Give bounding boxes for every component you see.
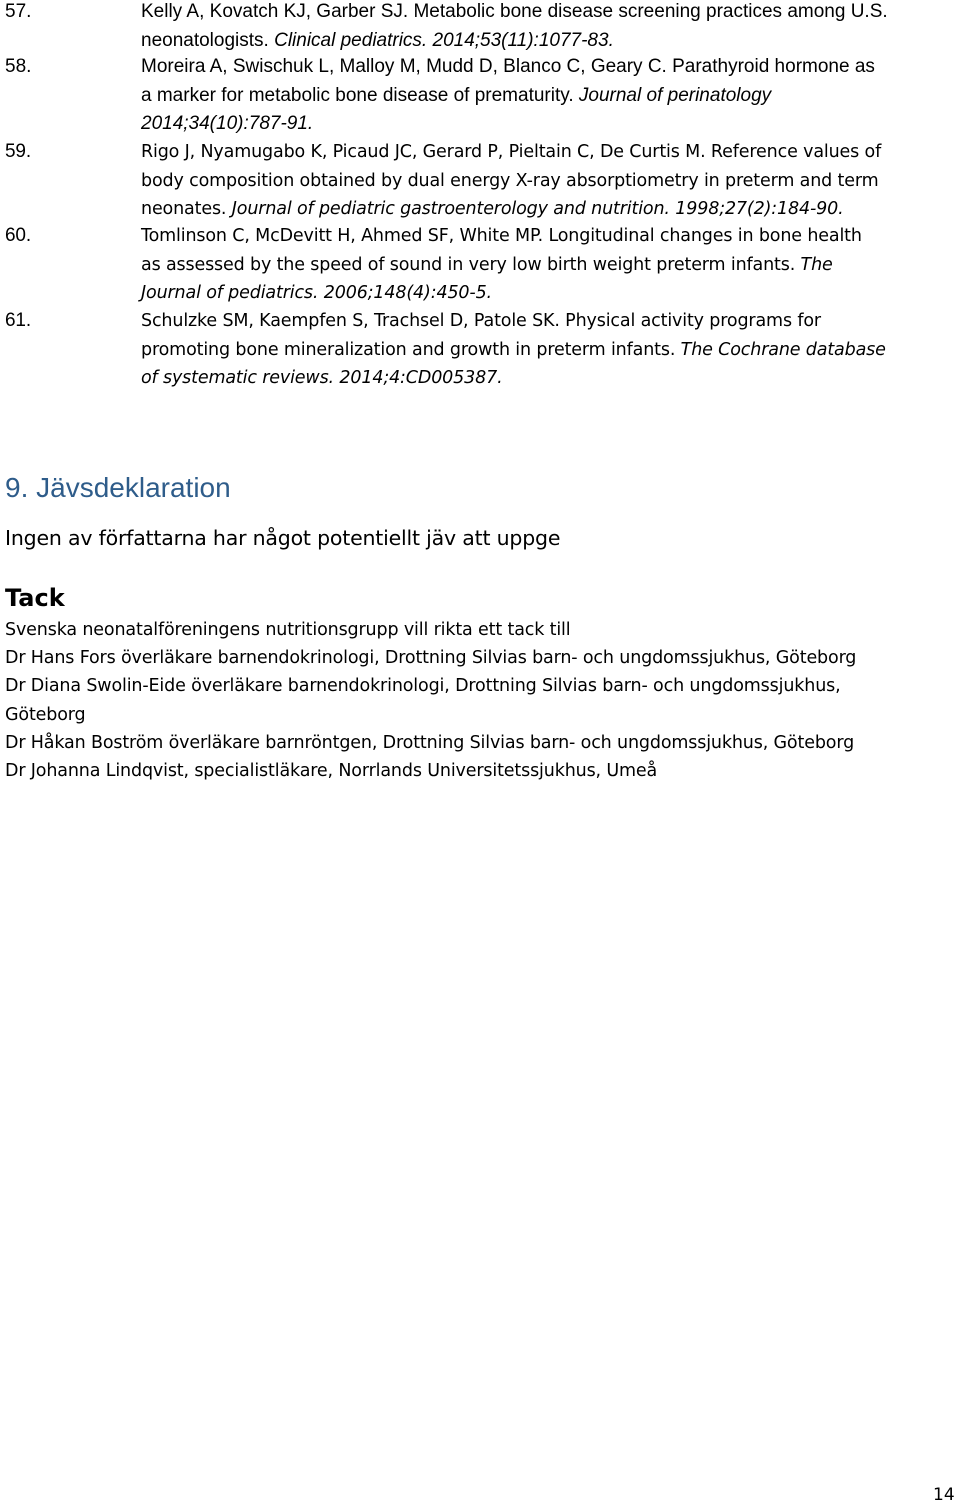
reference-line: Tomlinson C, McDevitt H, Ahmed SF, White MP. Longitudinal changes in bone health: [141, 226, 862, 246]
reference-number: 59.: [5, 141, 31, 162]
reference-text: [141, 0, 956, 55]
reference-line: a marker for metabolic bone disease of prematurity. Journal of perinatology: [141, 84, 772, 106]
reference-number: 58.: [5, 56, 32, 77]
acknowledgement-line: Dr Diana Swolin-Eide överläkare barnendokrinologi, Drottning Silvias barn- och ungdomssjukhus,: [5, 676, 841, 697]
page-number: 14: [933, 1485, 955, 1505]
acknowledgements-intro: Svenska neonatalföreningens nutritionsgrupp vill rikta ett tack till: [5, 620, 571, 640]
reference-line: 2014;34(10):787-91.: [141, 113, 314, 134]
section-heading: 9. Jävsdeklaration: [5, 472, 231, 503]
acknowledgement-line: Dr Johanna Lindqvist, specialistläkare, Norrlands Universitetssjukhus, Umeå: [5, 761, 658, 782]
acknowledgements-body: [5, 616, 955, 785]
journal-title: The Cochrane database: [680, 339, 886, 360]
acknowledgement-line: Dr Hans Fors överläkare barnendokrinologi, Drottning Silvias barn- och ungdomssjukhus, Göteborg: [5, 648, 857, 669]
reference-number: 57.: [5, 1, 32, 22]
reference-line: as assessed by the speed of sound in very low birth weight preterm infants. The: [141, 254, 833, 275]
reference-line: of systematic reviews. 2014;4:CD005387.: [141, 368, 503, 388]
reference-text: [141, 53, 956, 139]
journal-title: Journal of perinatology: [578, 84, 772, 106]
journal-title: Clinical pediatrics.: [274, 29, 428, 51]
reference-line: body composition obtained by dual energy X-ray absorptiometry in preterm and term: [141, 170, 879, 191]
reference-line: Schulzke SM, Kaempfen S, Trachsel D, Patole SK. Physical activity programs for: [141, 311, 821, 331]
acknowledgement-line: Göteborg: [5, 704, 86, 725]
reference-line: Rigo J, Nyamugabo K, Picaud JC, Gerard P, Pieltain C, De Curtis M. Reference values of: [141, 142, 882, 162]
reference-line: neonates. Journal of pediatric gastroenterology and nutrition. 1998;27(2):184-90.: [141, 199, 844, 219]
reference-text: [141, 138, 956, 224]
reference-text: [141, 222, 956, 308]
reference-text: [141, 307, 956, 393]
reference-line: promoting bone mineralization and growth in preterm infants. The Cochrane database: [141, 339, 886, 360]
reference-line: Kelly A, Kovatch KJ, Garber SJ. Metabolic bone disease screening practices among U.S.: [141, 1, 888, 22]
conflict-of-interest-statement: Ingen av författarna har något potentiellt jäv att uppge: [5, 526, 561, 550]
reference-line: Journal of pediatrics. 2006;148(4):450-5.: [141, 283, 492, 303]
journal-title: The: [800, 254, 833, 275]
journal-title: Journal of pediatric gastroenterology and nutrition.: [231, 199, 670, 219]
reference-line: neonatologists. Clinical pediatrics. 2014;53(11):1077-83.: [141, 29, 614, 51]
reference-number: 61.: [5, 310, 31, 331]
acknowledgement-line: Dr Håkan Boström överläkare barnröntgen, Drottning Silvias barn- och ungdomssjukhus, Göteborg: [5, 732, 855, 753]
acknowledgements-heading: Tack: [5, 584, 65, 612]
reference-line: Moreira A, Swischuk L, Malloy M, Mudd D, Blanco C, Geary C. Parathyroid hormone as: [141, 56, 875, 77]
reference-number: 60.: [5, 225, 31, 246]
